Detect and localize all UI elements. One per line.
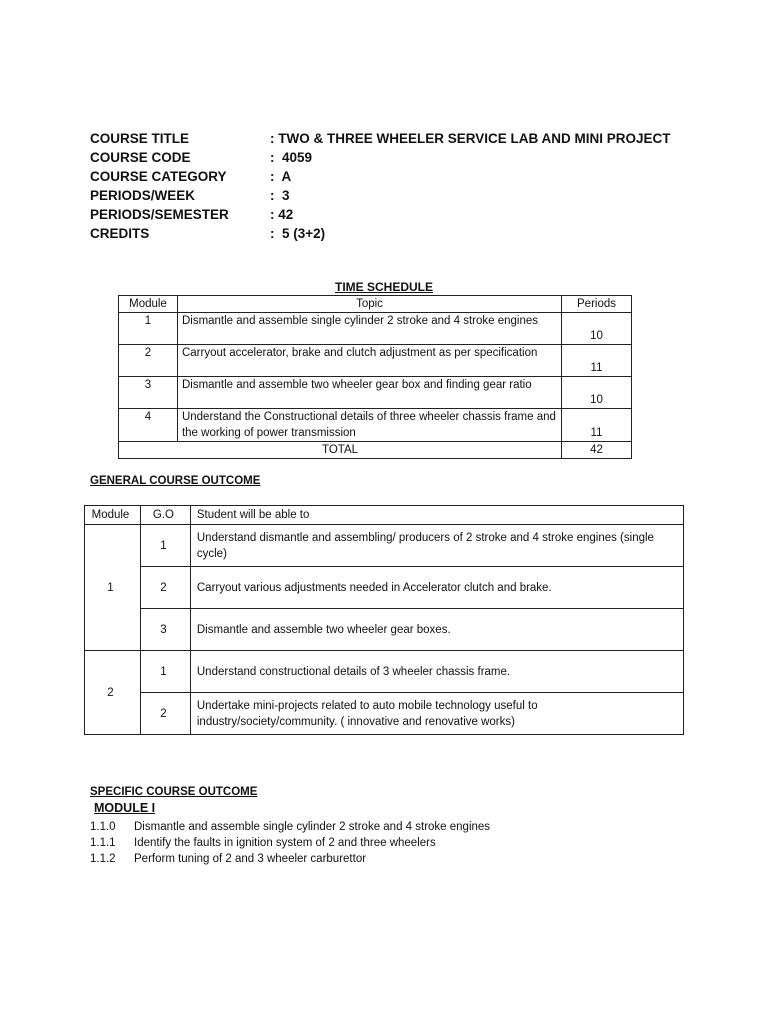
time-schedule-title: TIME SCHEDULE bbox=[334, 280, 433, 294]
course-info bbox=[90, 129, 671, 243]
info-value: : 4059 bbox=[270, 150, 313, 165]
item-text: Identify the faults in ignition system of 2 and three wheelers bbox=[134, 837, 436, 849]
item-number: 1.1.2 bbox=[90, 853, 116, 865]
go-cell: 2 bbox=[140, 567, 190, 609]
item-text: Dismantle and assemble single cylinder 2 stroke and 4 stroke engines bbox=[134, 821, 491, 833]
info-label: PERIODS/SEMESTER bbox=[90, 207, 229, 222]
outcome-cell: Undertake mini-projects related to auto mobile technology useful to industry/society/community. ( innovative and renovative works) bbox=[190, 693, 683, 735]
info-value: : 5 (3+2) bbox=[270, 226, 326, 241]
periods-cell: 11 bbox=[562, 409, 632, 442]
item-text: Perform tuning of 2 and 3 wheeler carburettor bbox=[134, 853, 367, 865]
table-row bbox=[85, 693, 684, 735]
item-number: 1.1.0 bbox=[90, 821, 116, 833]
periods-semester-row bbox=[90, 205, 671, 224]
header-outcome: Student will be able to bbox=[190, 506, 683, 525]
periods-cell: 10 bbox=[562, 377, 632, 409]
topic-cell: Dismantle and assemble single cylinder 2 stroke and 4 stroke engines bbox=[177, 313, 561, 345]
go-cell: 1 bbox=[140, 525, 190, 567]
info-label: COURSE CATEGORY bbox=[90, 169, 227, 184]
outcome-cell: Dismantle and assemble two wheeler gear boxes. bbox=[190, 609, 683, 651]
table-row bbox=[119, 409, 632, 442]
total-label: TOTAL bbox=[119, 442, 562, 459]
info-label: PERIODS/WEEK bbox=[90, 188, 196, 203]
info-label: CREDITS bbox=[90, 226, 150, 241]
table-row bbox=[119, 313, 632, 345]
outcome-cell: Understand dismantle and assembling/ producers of 2 stroke and 4 stroke engines (single cycle) bbox=[190, 525, 683, 567]
outcome-cell: Understand constructional details of 3 wheeler chassis frame. bbox=[190, 651, 683, 693]
list-item bbox=[90, 819, 490, 835]
module-cell: 3 bbox=[119, 377, 178, 409]
credits-row bbox=[90, 224, 671, 243]
info-value: : A bbox=[270, 169, 292, 184]
module-cell: 1 bbox=[119, 313, 178, 345]
table-row bbox=[85, 525, 684, 567]
table-row bbox=[119, 377, 632, 409]
general-outcome-title: GENERAL COURSE OUTCOME bbox=[90, 475, 261, 487]
module-cell: 2 bbox=[85, 651, 141, 735]
general-outcome-table bbox=[84, 505, 684, 735]
table-row bbox=[85, 651, 684, 693]
go-cell: 2 bbox=[140, 693, 190, 735]
header-module: Module bbox=[85, 506, 141, 525]
go-cell: 1 bbox=[140, 651, 190, 693]
course-title-row bbox=[90, 129, 671, 148]
go-cell: 3 bbox=[140, 609, 190, 651]
time-schedule-table bbox=[118, 295, 632, 459]
module-cell: 4 bbox=[119, 409, 178, 442]
info-value: : TWO & THREE WHEELER SERVICE LAB AND MINI PROJECT bbox=[270, 131, 671, 146]
table-row bbox=[85, 609, 684, 651]
topic-cell: Dismantle and assemble two wheeler gear box and finding gear ratio bbox=[177, 377, 561, 409]
item-number: 1.1.1 bbox=[90, 837, 116, 849]
header-go: G.O bbox=[140, 506, 190, 525]
topic-cell: Understand the Constructional details of three wheeler chassis frame and the working of power transmission bbox=[177, 409, 561, 442]
topic-cell: Carryout accelerator, brake and clutch adjustment as per specification bbox=[177, 345, 561, 377]
total-value: 42 bbox=[562, 442, 632, 459]
outcome-cell: Carryout various adjustments needed in Accelerator clutch and brake. bbox=[190, 567, 683, 609]
table-row bbox=[85, 567, 684, 609]
header-periods: Periods bbox=[562, 296, 632, 313]
course-category-row bbox=[90, 167, 671, 186]
specific-outcome-list bbox=[90, 819, 490, 867]
periods-cell: 10 bbox=[562, 313, 632, 345]
periods-week-row bbox=[90, 186, 671, 205]
info-label: COURSE CODE bbox=[90, 150, 191, 165]
table-header-row bbox=[119, 296, 632, 313]
list-item bbox=[90, 835, 490, 851]
info-value: : 3 bbox=[270, 188, 290, 203]
module-title: MODULE I bbox=[94, 801, 156, 815]
info-value: : 42 bbox=[270, 207, 294, 222]
periods-cell: 11 bbox=[562, 345, 632, 377]
info-label: COURSE TITLE bbox=[90, 131, 190, 146]
total-row bbox=[119, 442, 632, 459]
header-module: Module bbox=[119, 296, 178, 313]
module-cell: 2 bbox=[119, 345, 178, 377]
course-code-row bbox=[90, 148, 671, 167]
list-item bbox=[90, 851, 490, 867]
module-cell: 1 bbox=[85, 525, 141, 651]
table-header-row bbox=[85, 506, 684, 525]
specific-outcome-title: SPECIFIC COURSE OUTCOME bbox=[90, 786, 258, 798]
header-topic: Topic bbox=[177, 296, 561, 313]
table-row bbox=[119, 345, 632, 377]
